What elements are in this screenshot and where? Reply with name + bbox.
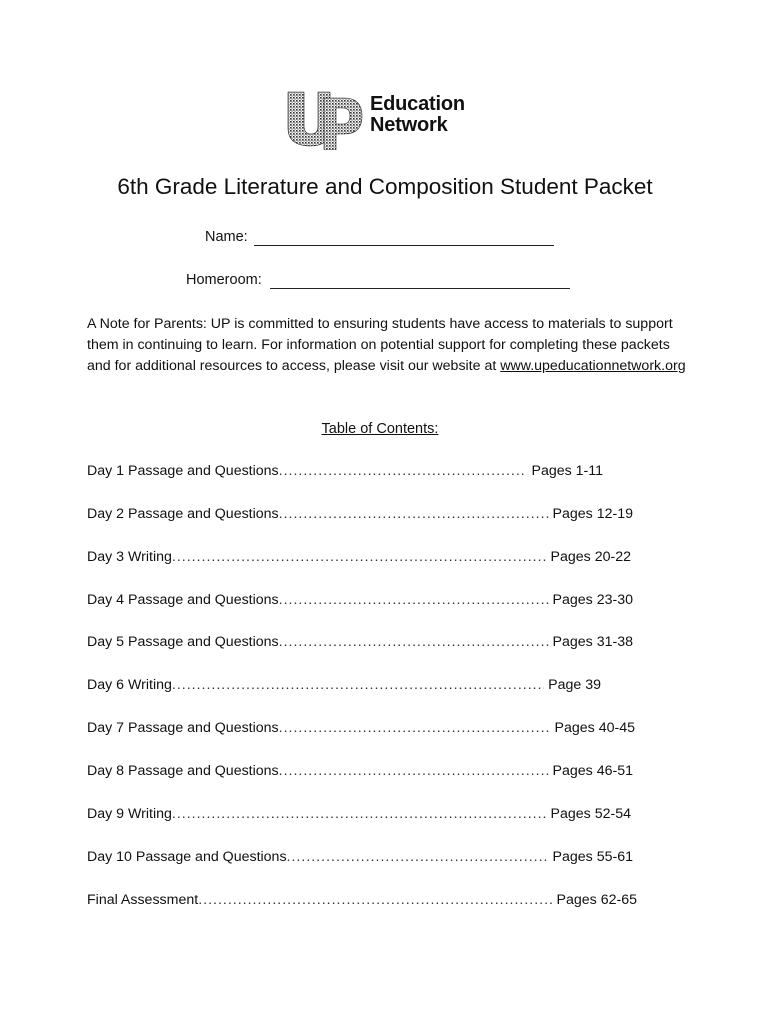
toc-item-pages: Pages 1-11 <box>531 463 603 479</box>
toc-item-pages: Pages 12-19 <box>552 506 633 522</box>
toc-leader-dots <box>279 506 549 522</box>
toc-item-pages: Pages 20-22 <box>550 549 631 565</box>
toc-item-day-9 <box>87 806 631 826</box>
toc-item-label: Final Assessment <box>87 892 199 908</box>
logo-line-1: Education <box>370 93 465 115</box>
toc-item-day-5 <box>87 634 633 654</box>
homeroom-label: Homeroom: <box>186 272 262 288</box>
toc-item-day-3 <box>87 549 631 569</box>
toc-item-pages: Pages 40-45 <box>554 720 635 736</box>
toc-item-day-4 <box>87 592 633 612</box>
toc-item-day-2 <box>87 506 633 526</box>
name-field-line[interactable] <box>254 245 554 246</box>
toc-item-day-6 <box>87 677 601 697</box>
toc-item-pages: Pages 52-54 <box>550 806 631 822</box>
toc-leader-dots <box>287 849 549 865</box>
toc-leader-dots <box>172 806 547 822</box>
toc-leader-dots <box>279 634 549 650</box>
toc-leader-dots <box>172 549 547 565</box>
toc-item-label: Day 4 Passage and Questions <box>87 592 279 608</box>
toc-item-label: Day 1 Passage and Questions <box>87 463 279 479</box>
toc-item-pages: Pages 23-30 <box>552 592 633 608</box>
toc-item-day-10 <box>87 849 633 869</box>
toc-item-day-8 <box>87 763 633 783</box>
toc-leader-dots <box>172 677 544 693</box>
name-label: Name: <box>205 229 248 245</box>
up-logo <box>284 88 484 150</box>
toc-leader-dots <box>279 763 549 779</box>
logo-line-2: Network <box>370 114 448 136</box>
parent-note-text: A Note for Parents: UP is committed to ensuring students have access to materials to support them in continuing to learn. For information on potential support for completing these packets and for additional resources to access, please visit our website at <box>87 316 673 374</box>
toc-item-final-assessment <box>87 892 637 912</box>
toc-item-pages: Pages 55-61 <box>552 849 633 865</box>
toc-item-pages: Page 39 <box>548 677 601 693</box>
toc-item-pages: Pages 62-65 <box>556 892 637 908</box>
toc-item-pages: Pages 31-38 <box>552 634 633 650</box>
toc-item-label: Day 5 Passage and Questions <box>87 634 279 650</box>
toc-item-label: Day 6 Writing <box>87 677 172 693</box>
page-title: 6th Grade Literature and Composition Student Packet <box>117 174 653 199</box>
toc-leader-dots <box>279 463 528 479</box>
toc-item-label: Day 8 Passage and Questions <box>87 763 279 779</box>
toc-item-label: Day 9 Writing <box>87 806 172 822</box>
parent-note <box>87 314 687 377</box>
toc-title: Table of Contents: <box>321 421 439 437</box>
toc-item-label: Day 7 Passage and Questions <box>87 720 279 736</box>
website-link[interactable]: www.upeducationnetwork.org <box>500 358 686 374</box>
toc-item-day-1 <box>87 463 603 483</box>
homeroom-field-line[interactable] <box>270 288 570 289</box>
toc-leader-dots <box>279 592 549 608</box>
toc-item-label: Day 2 Passage and Questions <box>87 506 279 522</box>
toc-leader-dots <box>198 892 552 908</box>
up-logo-mark-icon <box>284 88 366 150</box>
logo-wordmark <box>370 94 465 136</box>
toc-item-label: Day 10 Passage and Questions <box>87 849 287 865</box>
toc-leader-dots <box>279 720 551 736</box>
toc-item-day-7 <box>87 720 635 740</box>
toc-item-label: Day 3 Writing <box>87 549 172 565</box>
toc-item-pages: Pages 46-51 <box>552 763 633 779</box>
